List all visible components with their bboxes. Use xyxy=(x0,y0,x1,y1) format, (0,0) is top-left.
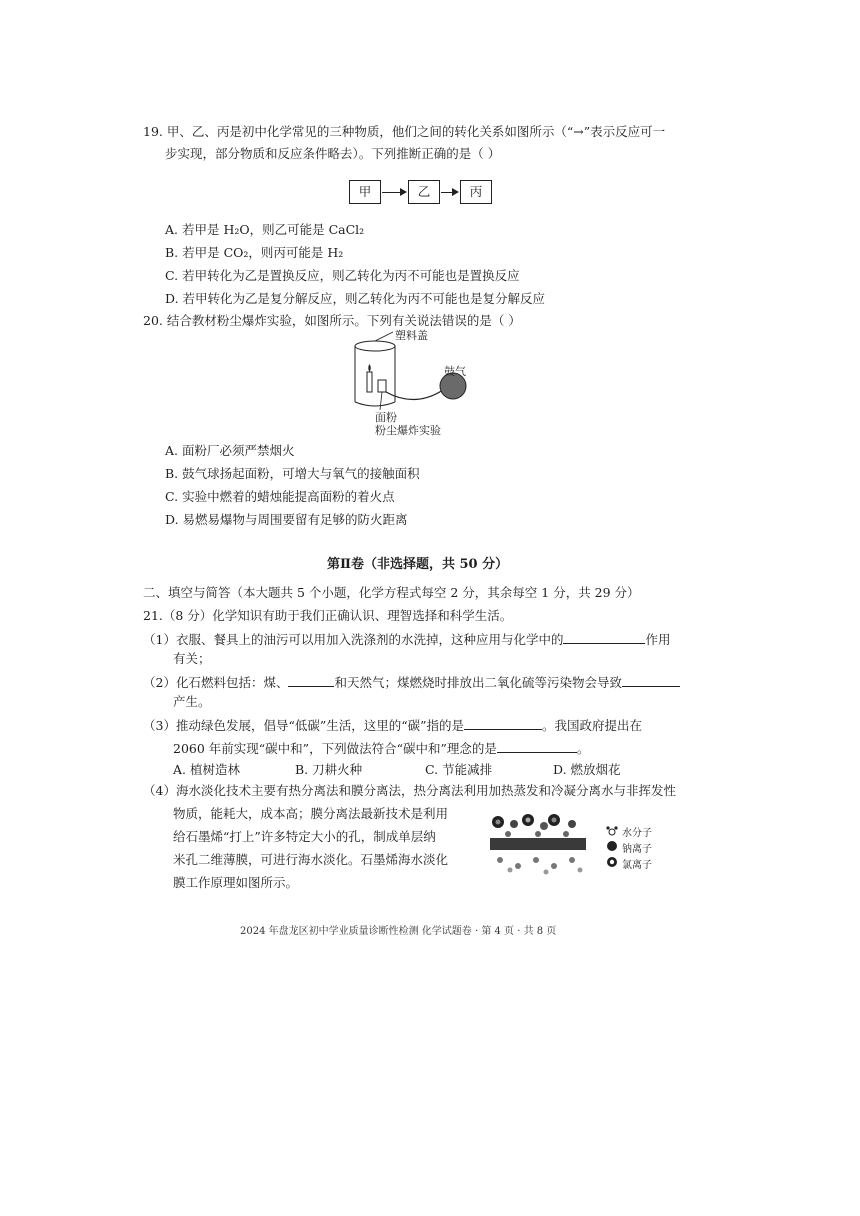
q21-part1-line2: 有关； xyxy=(173,651,211,666)
q20-option-a: A. 面粉厂必须严禁烟火 xyxy=(165,443,295,458)
q20-option-c: C. 实验中燃着的蜡烛能提高面粉的着火点 xyxy=(165,489,395,504)
page-footer: 2024 年盘龙区初中学业质量诊断性检测 化学试题卷 · 第 4 页 · 共 8 页 xyxy=(240,926,557,937)
box-bing: 丙 xyxy=(460,180,492,204)
q21-part3-text-b: 。我国政府提出在 xyxy=(542,718,643,733)
q21-part3-option-d: D. 燃放烟花 xyxy=(553,762,621,777)
q21-part4-line2: 物质，能耗大，成本高；膜分离法最新技术是利用 xyxy=(173,806,449,821)
q21-stem: 21.（8 分）化学知识有助于我们正确认识、理智选择和科学生活。 xyxy=(143,608,513,623)
answer-blank[interactable] xyxy=(497,740,577,753)
q21-part1-line1 xyxy=(143,631,670,648)
q19-line2: 步实现，部分物质和反应条件略去）。下列推断正确的是（ ） xyxy=(165,146,501,161)
graphene-membrane-icon xyxy=(488,812,588,876)
answer-blank[interactable] xyxy=(464,717,542,730)
q19-option-d: D. 若甲转化为乙是复分解反应，则乙转化为丙不可能也是复分解反应 xyxy=(165,291,546,306)
diagram-caption: 粉尘爆炸实验 xyxy=(375,424,441,437)
part2-title: 第Ⅱ卷（非选择题，共 50 分） xyxy=(327,557,509,572)
arrow-jia-yi-line xyxy=(382,192,402,193)
q21-part3-option-c: C. 节能减排 xyxy=(425,762,493,777)
label-plastic-lid: 塑料盖 xyxy=(395,329,428,342)
legend-water: 水分子 xyxy=(622,828,652,839)
arrow-right-icon xyxy=(452,188,459,196)
q20-option-d: D. 易燃易爆物与周围要留有足够的防火距离 xyxy=(165,512,408,527)
box-jia: 甲 xyxy=(349,180,381,204)
q21-part4-line5: 膜工作原理如图所示。 xyxy=(173,875,299,890)
q21-part3-line1 xyxy=(143,717,642,734)
q19-line1: 19. 甲、乙、丙是初中化学常见的三种物质，他们之间的转化关系如图所示（“→”表示反应可一 xyxy=(143,124,666,139)
q21-part3-text-d: 。 xyxy=(576,741,590,756)
q21-part3-text-c: 2060 年前实现“碳中和”，下列做法符合“碳中和”理念的是 xyxy=(173,741,497,756)
q21-part2-text-b: 和天然气；煤燃烧时排放出二氧化硫等污染物会导致 xyxy=(334,675,622,690)
q19-option-a: A. 若甲是 H₂O，则乙可能是 CaCl₂ xyxy=(165,222,365,237)
box-yi: 乙 xyxy=(408,180,440,204)
q19-option-c: C. 若甲转化为乙是置换反应，则乙转化为丙不可能也是置换反应 xyxy=(165,268,520,283)
answer-blank[interactable] xyxy=(288,674,334,687)
q20-stem: 20. 结合教材粉尘爆炸实验，如图所示。下列有关说法错误的是（ ） xyxy=(143,313,521,328)
q19-option-b: B. 若甲是 CO₂，则丙可能是 H₂ xyxy=(165,245,344,260)
label-bellows: 鼓气 xyxy=(444,365,466,378)
answer-blank[interactable] xyxy=(622,674,680,687)
q21-part4-line1: （4）海水淡化技术主要有热分离法和膜分离法，热分离法利用加热蒸发和冷凝分离水与非挥发性 xyxy=(143,783,676,798)
label-flour: 面粉 xyxy=(375,411,397,424)
q21-part3-text-a: （3）推动绿色发展，倡导“低碳”生活，这里的“碳”指的是 xyxy=(143,718,465,733)
answer-blank[interactable] xyxy=(563,631,645,644)
q21-part1-text-b: 作用 xyxy=(645,632,671,647)
q21-part4-line4: 米孔二维薄膜，可进行海水淡化。石墨烯海水淡化 xyxy=(173,852,449,867)
water-molecule-icon xyxy=(606,826,618,836)
legend-chloride: 氯离子 xyxy=(622,860,652,871)
q21-part3-line2 xyxy=(173,740,589,757)
arrow-right-icon xyxy=(400,188,407,196)
sodium-ion-icon xyxy=(606,840,618,852)
q21-part2-text-a: （2）化石燃料包括：煤、 xyxy=(143,675,289,690)
q20-option-b: B. 鼓气球扬起面粉，可增大与氧气的接触面积 xyxy=(165,466,420,481)
legend-sodium: 钠离子 xyxy=(622,844,652,855)
section-heading: 二、填空与简答（本大题共 5 个小题，化学方程式每空 2 分，其余每空 1 分，共 29 分） xyxy=(143,585,640,600)
chloride-ion-icon xyxy=(606,856,618,868)
q21-part2-line1 xyxy=(143,674,680,691)
q21-part1-text-a: （1）衣服、餐具上的油污可以用加入洗涤剂的水洗掉，这种应用与化学中的 xyxy=(143,632,564,647)
q21-part2-line2: 产生。 xyxy=(173,694,211,709)
q21-part3-option-a: A. 植树造林 xyxy=(173,762,240,777)
q21-part4-line3: 给石墨烯“打上”许多特定大小的孔，制成单层纳 xyxy=(173,829,436,844)
q21-part3-option-b: B. 刀耕火种 xyxy=(295,762,363,777)
